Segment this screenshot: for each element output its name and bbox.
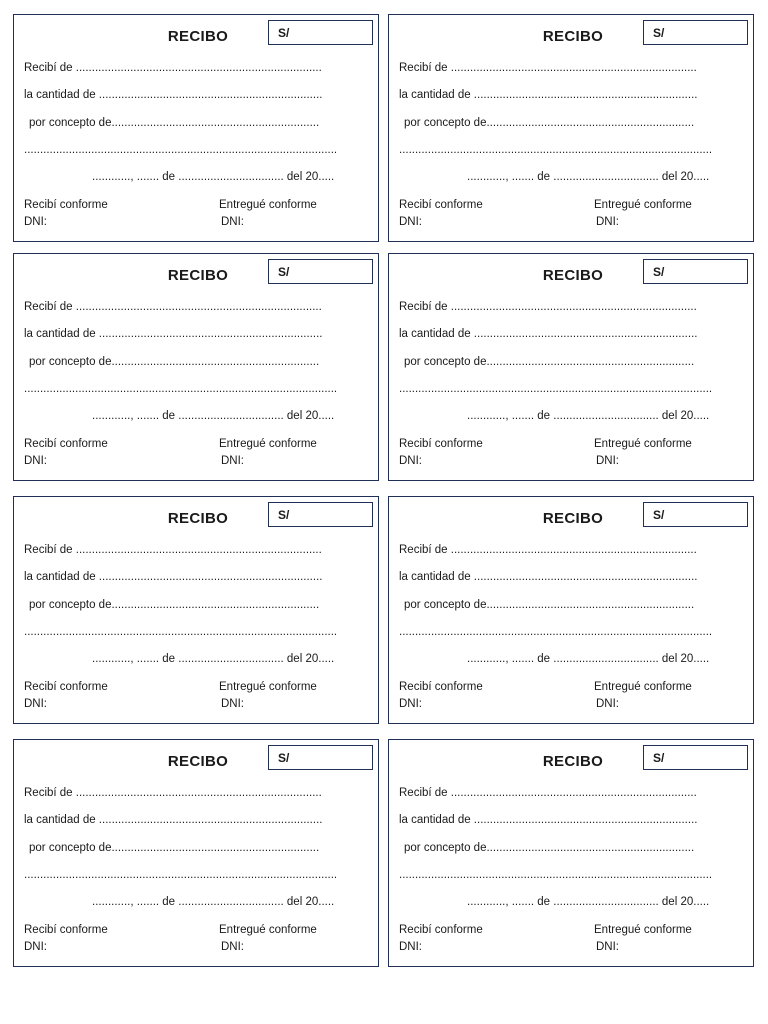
receipt-card — [13, 14, 379, 242]
received-from-line: Recibí de ............................................................................. — [399, 787, 697, 799]
receipt-title: RECIBO — [542, 28, 604, 45]
received-from-line: Recibí de ............................................................................. — [399, 544, 697, 556]
received-conformity-label: Recibí conforme — [24, 199, 108, 211]
receipt-card — [13, 739, 379, 967]
dni-delivered-label: DNI: — [596, 698, 619, 710]
amount-box — [643, 259, 748, 284]
blank-line: .................................................................................................. — [24, 383, 338, 395]
receipt-title: RECIBO — [167, 28, 229, 45]
concept-line: por concepto de................................................................. — [404, 599, 695, 611]
receipt-card — [388, 14, 754, 242]
dni-received-label: DNI: — [24, 698, 47, 710]
dni-received-label: DNI: — [399, 698, 422, 710]
currency-label: S/ — [653, 751, 665, 765]
amount-line: la cantidad de ...................................................................... — [24, 571, 323, 583]
received-from-line: Recibí de ............................................................................. — [24, 62, 322, 74]
currency-label: S/ — [278, 265, 290, 279]
received-conformity-label: Recibí conforme — [24, 924, 108, 936]
amount-line: la cantidad de ...................................................................... — [24, 328, 323, 340]
received-conformity-label: Recibí conforme — [399, 438, 483, 450]
amount-box — [643, 20, 748, 45]
amount-box — [268, 20, 373, 45]
amount-line: la cantidad de ...................................................................... — [399, 571, 698, 583]
received-from-line: Recibí de ............................................................................. — [24, 544, 322, 556]
dni-received-label: DNI: — [399, 216, 422, 228]
receipt-card — [388, 253, 754, 481]
blank-line: .................................................................................................. — [24, 869, 338, 881]
received-conformity-label: Recibí conforme — [24, 438, 108, 450]
currency-label: S/ — [278, 751, 290, 765]
dni-delivered-label: DNI: — [596, 941, 619, 953]
dni-delivered-label: DNI: — [221, 941, 244, 953]
dni-received-label: DNI: — [24, 455, 47, 467]
blank-line: .................................................................................................. — [24, 144, 338, 156]
concept-line: por concepto de................................................................. — [404, 356, 695, 368]
date-line: ............, ....... de ................................. del 20..... — [467, 171, 710, 183]
currency-label: S/ — [653, 26, 665, 40]
received-from-line: Recibí de ............................................................................. — [24, 301, 322, 313]
date-line: ............, ....... de ................................. del 20..... — [467, 653, 710, 665]
concept-line: por concepto de................................................................. — [29, 117, 320, 129]
delivered-conformity-label: Entregué conforme — [219, 199, 317, 211]
receipt-card — [388, 739, 754, 967]
dni-delivered-label: DNI: — [596, 216, 619, 228]
received-conformity-label: Recibí conforme — [399, 199, 483, 211]
amount-box — [643, 502, 748, 527]
blank-line: .................................................................................................. — [399, 869, 713, 881]
amount-box — [268, 259, 373, 284]
amount-box — [268, 745, 373, 770]
currency-label: S/ — [278, 508, 290, 522]
date-line: ............, ....... de ................................. del 20..... — [92, 896, 335, 908]
amount-line: la cantidad de ...................................................................... — [24, 89, 323, 101]
currency-label: S/ — [653, 265, 665, 279]
blank-line: .................................................................................................. — [399, 144, 713, 156]
dni-received-label: DNI: — [399, 941, 422, 953]
amount-line: la cantidad de ...................................................................... — [399, 89, 698, 101]
currency-label: S/ — [653, 508, 665, 522]
dni-delivered-label: DNI: — [221, 455, 244, 467]
amount-box — [268, 502, 373, 527]
received-from-line: Recibí de ............................................................................. — [399, 301, 697, 313]
receipt-card — [13, 496, 379, 724]
received-from-line: Recibí de ............................................................................. — [399, 62, 697, 74]
date-line: ............, ....... de ................................. del 20..... — [92, 410, 335, 422]
amount-line: la cantidad de ...................................................................... — [399, 328, 698, 340]
date-line: ............, ....... de ................................. del 20..... — [467, 410, 710, 422]
dni-delivered-label: DNI: — [596, 455, 619, 467]
receipt-card — [388, 496, 754, 724]
dni-received-label: DNI: — [399, 455, 422, 467]
delivered-conformity-label: Entregué conforme — [219, 924, 317, 936]
delivered-conformity-label: Entregué conforme — [594, 199, 692, 211]
amount-line: la cantidad de ...................................................................... — [399, 814, 698, 826]
concept-line: por concepto de................................................................. — [29, 599, 320, 611]
dni-delivered-label: DNI: — [221, 698, 244, 710]
concept-line: por concepto de................................................................. — [404, 842, 695, 854]
date-line: ............, ....... de ................................. del 20..... — [92, 653, 335, 665]
received-conformity-label: Recibí conforme — [399, 681, 483, 693]
date-line: ............, ....... de ................................. del 20..... — [92, 171, 335, 183]
blank-line: .................................................................................................. — [399, 626, 713, 638]
receipt-title: RECIBO — [167, 267, 229, 284]
received-conformity-label: Recibí conforme — [24, 681, 108, 693]
dni-received-label: DNI: — [24, 216, 47, 228]
received-from-line: Recibí de ............................................................................. — [24, 787, 322, 799]
delivered-conformity-label: Entregué conforme — [594, 924, 692, 936]
dni-received-label: DNI: — [24, 941, 47, 953]
concept-line: por concepto de................................................................. — [29, 356, 320, 368]
delivered-conformity-label: Entregué conforme — [594, 681, 692, 693]
delivered-conformity-label: Entregué conforme — [594, 438, 692, 450]
receipt-card — [13, 253, 379, 481]
dni-delivered-label: DNI: — [221, 216, 244, 228]
concept-line: por concepto de................................................................. — [404, 117, 695, 129]
receipt-title: RECIBO — [167, 753, 229, 770]
date-line: ............, ....... de ................................. del 20..... — [467, 896, 710, 908]
delivered-conformity-label: Entregué conforme — [219, 438, 317, 450]
currency-label: S/ — [278, 26, 290, 40]
blank-line: .................................................................................................. — [24, 626, 338, 638]
amount-box — [643, 745, 748, 770]
delivered-conformity-label: Entregué conforme — [219, 681, 317, 693]
receipt-title: RECIBO — [167, 510, 229, 527]
amount-line: la cantidad de ...................................................................... — [24, 814, 323, 826]
receipt-title: RECIBO — [542, 267, 604, 284]
receipt-title: RECIBO — [542, 510, 604, 527]
concept-line: por concepto de................................................................. — [29, 842, 320, 854]
received-conformity-label: Recibí conforme — [399, 924, 483, 936]
receipt-title: RECIBO — [542, 753, 604, 770]
blank-line: .................................................................................................. — [399, 383, 713, 395]
